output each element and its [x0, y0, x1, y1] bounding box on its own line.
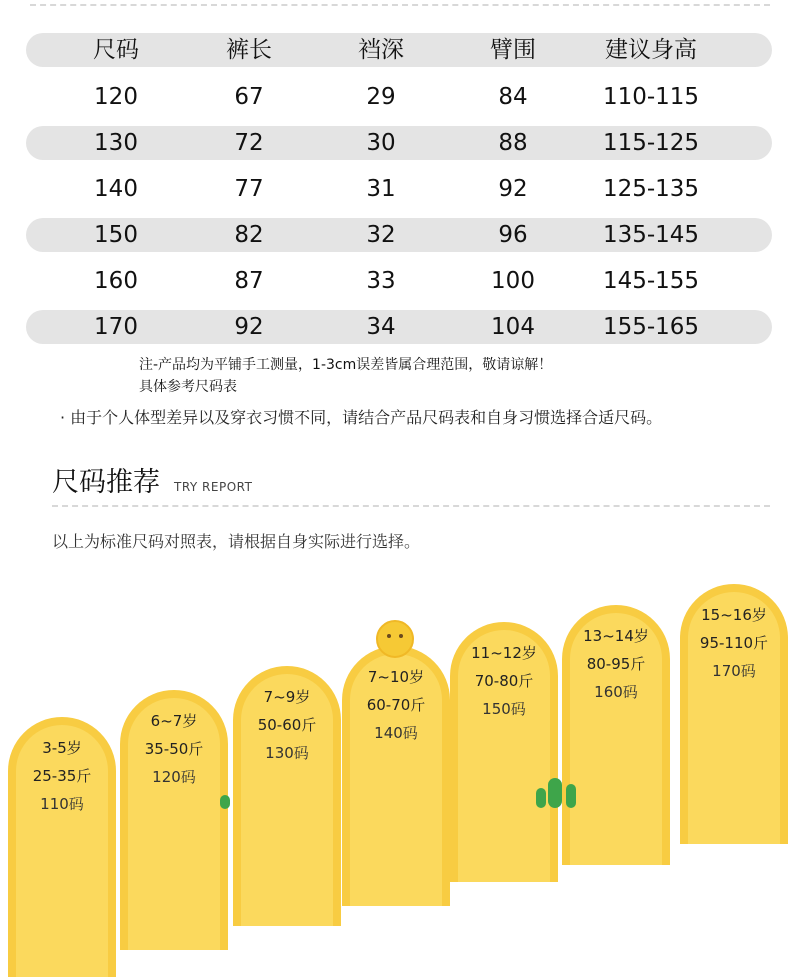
header-pants-length: 裤长 [226, 37, 272, 63]
header-suggested-height: 建议身高 [605, 37, 697, 63]
cell-arm: 92 [498, 176, 528, 202]
cell-size: 140 [94, 176, 138, 202]
cell-size: 150 [94, 222, 138, 248]
pillar-age: 6~7岁 [150, 712, 198, 730]
sun-icon [376, 620, 414, 658]
table-row [26, 310, 772, 344]
cell-size: 120 [94, 84, 138, 110]
pillar-size: 110码 [40, 795, 84, 813]
section-divider [52, 505, 770, 507]
table-row [26, 126, 772, 160]
cactus-icon [220, 795, 230, 809]
measurement-note: 注-产品均为平铺手工测量，1-3cm误差皆属合理范围，敬请谅解！ [139, 357, 553, 373]
pillar-age: 11~12岁 [471, 644, 537, 662]
cell-arm: 84 [498, 84, 528, 110]
section-title: 尺码推荐 [52, 467, 160, 498]
age-pillar [120, 690, 228, 950]
cell-size: 130 [94, 130, 138, 156]
fit-tip: · 由于个人体型差异以及穿衣习惯不同，请结合产品尺码表和自身习惯选择合适尺码。 [60, 408, 663, 427]
cell-pants-length: 72 [234, 130, 264, 156]
section-description: 以上为标准尺码对照表，请根据自身实际进行选择。 [52, 532, 421, 551]
table-header-row [26, 33, 772, 67]
cell-crotch-depth: 32 [366, 222, 396, 248]
cactus-icon [566, 784, 576, 808]
header-size: 尺码 [93, 37, 139, 63]
pillar-weight: 60-70斤 [366, 696, 426, 714]
cell-crotch-depth: 30 [366, 130, 396, 156]
age-pillar [562, 605, 670, 865]
section-subtitle: TRY REPORT [174, 480, 253, 494]
pillar-size: 160码 [594, 683, 638, 701]
pillar-age: 13~14岁 [583, 627, 649, 645]
age-pillar [450, 622, 558, 882]
pillar-size: 140码 [374, 724, 418, 742]
age-pillar [342, 646, 450, 906]
pillar-size: 120码 [152, 768, 196, 786]
header-crotch-depth: 裆深 [358, 37, 404, 63]
table-row [26, 264, 772, 298]
cell-pants-length: 67 [234, 84, 264, 110]
cell-height: 110-115 [602, 84, 700, 110]
pillar-age: 15~16岁 [701, 606, 767, 624]
reference-note: 具体参考尺码表 [139, 379, 237, 395]
cell-height: 135-145 [602, 222, 700, 248]
age-pillar [233, 666, 341, 926]
pillar-age: 3-5岁 [42, 739, 82, 757]
pillar-age: 7~9岁 [263, 688, 311, 706]
top-divider [30, 4, 770, 6]
cell-pants-length: 82 [234, 222, 264, 248]
cell-height: 115-125 [602, 130, 700, 156]
cell-pants-length: 92 [234, 314, 264, 340]
pillar-weight: 25-35斤 [32, 767, 92, 785]
cell-height: 125-135 [602, 176, 700, 202]
pillar-weight: 35-50斤 [144, 740, 204, 758]
header-arm-circumference: 臂围 [490, 37, 536, 63]
table-row [26, 218, 772, 252]
pillar-size: 130码 [265, 744, 309, 762]
age-pillar [680, 584, 788, 844]
cell-size: 170 [94, 314, 138, 340]
pillar-age: 7~10岁 [367, 668, 425, 686]
cell-crotch-depth: 33 [366, 268, 396, 294]
cell-crotch-depth: 29 [366, 84, 396, 110]
cactus-icon [536, 788, 546, 808]
cell-arm: 96 [498, 222, 528, 248]
cell-arm: 88 [498, 130, 528, 156]
table-row [26, 80, 772, 114]
cell-crotch-depth: 31 [366, 176, 396, 202]
cell-pants-length: 87 [234, 268, 264, 294]
cell-size: 160 [94, 268, 138, 294]
cell-height: 145-155 [602, 268, 700, 294]
cell-pants-length: 77 [234, 176, 264, 202]
cell-arm: 104 [491, 314, 535, 340]
pillar-weight: 95-110斤 [699, 634, 769, 652]
pillar-weight: 50-60斤 [257, 716, 317, 734]
pillar-weight: 80-95斤 [586, 655, 646, 673]
cell-height: 155-165 [602, 314, 700, 340]
age-pillar [8, 717, 116, 977]
pillar-size: 150码 [482, 700, 526, 718]
cell-crotch-depth: 34 [366, 314, 396, 340]
cactus-icon [548, 778, 562, 808]
table-row [26, 172, 772, 206]
pillar-size: 170码 [712, 662, 756, 680]
pillar-weight: 70-80斤 [474, 672, 534, 690]
cell-arm: 100 [491, 268, 535, 294]
